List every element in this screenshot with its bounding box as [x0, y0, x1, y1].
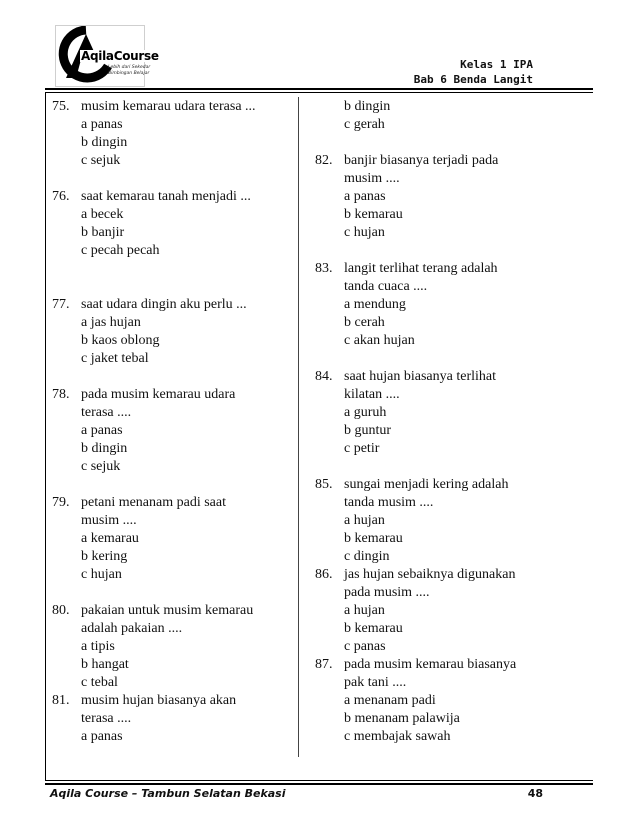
question-80 — [52, 602, 292, 692]
header-rule-thin — [45, 92, 593, 93]
footer-institution: Aqila Course – Tambun Selatan Bekasi — [50, 787, 286, 800]
option-a: a jas hujan — [81, 315, 141, 330]
question-number: 83. — [315, 261, 333, 276]
right-column — [315, 98, 550, 746]
option-c: c hujan — [344, 225, 385, 240]
left-margin-line — [45, 93, 46, 780]
option-a: a kemarau — [81, 531, 139, 546]
option-a: a tipis — [81, 639, 115, 654]
question-stem-line-2: musim .... — [81, 513, 137, 528]
question-number: 82. — [315, 153, 333, 168]
question-stem: musim hujan biasanya akan — [81, 693, 237, 708]
option-c: c gerah — [344, 117, 385, 132]
option-b: b kemarau — [344, 621, 403, 636]
option-a: a panas — [81, 729, 123, 744]
question-stem-line-2: tanda musim .... — [344, 495, 434, 510]
question-stem-line-2: adalah pakaian .... — [81, 621, 183, 636]
question-stem: sungai menjadi kering adalah — [344, 477, 509, 492]
question-77 — [52, 296, 292, 368]
question-81-continued — [315, 98, 550, 134]
question-number: 85. — [315, 477, 333, 492]
question-84 — [315, 368, 550, 458]
question-86 — [315, 566, 550, 656]
option-b: b kering — [81, 549, 128, 564]
class-label: Kelas 1 IPA — [460, 58, 533, 71]
question-stem-line-2: tanda cuaca .... — [344, 279, 428, 294]
option-a: a menanam padi — [344, 693, 436, 708]
aqila-course-logo — [55, 25, 159, 87]
logo-tagline-1: Lebih dari Sekedar — [108, 65, 151, 70]
option-a: a hujan — [344, 513, 385, 528]
option-b: b banjir — [81, 225, 125, 240]
question-stem: saat udara dingin aku perlu ... — [81, 297, 247, 312]
question-stem: saat kemarau tanah menjadi ... — [81, 189, 251, 204]
question-stem: petani menanam padi saat — [81, 495, 226, 510]
question-75 — [52, 98, 292, 170]
question-76 — [52, 188, 292, 260]
question-number: 87. — [315, 657, 333, 672]
question-stem: pada musim kemarau udara — [81, 387, 236, 402]
header-rule-thick — [45, 88, 593, 90]
option-b: b dingin — [344, 99, 391, 114]
option-c: c sejuk — [81, 459, 121, 474]
question-stem: musim kemarau udara terasa ... — [81, 99, 256, 114]
option-c: c pecah pecah — [81, 243, 160, 258]
option-b: b kaos oblong — [81, 333, 160, 348]
option-a: a panas — [81, 423, 123, 438]
question-stem: langit terlihat terang adalah — [344, 261, 498, 276]
question-number: 78. — [52, 387, 70, 402]
option-c: c jaket tebal — [81, 351, 149, 366]
option-b: b menanam palawija — [344, 711, 460, 726]
left-column — [52, 98, 292, 746]
question-78 — [52, 386, 292, 476]
question-stem-line-2: terasa .... — [81, 405, 132, 420]
option-c: c petir — [344, 441, 380, 456]
option-c: c hujan — [81, 567, 122, 582]
question-81 — [52, 692, 292, 746]
question-stem-line-2: pada musim .... — [344, 585, 430, 600]
chapter-label: Bab 6 Benda Langit — [413, 73, 533, 86]
question-number: 81. — [52, 693, 70, 708]
option-a: a panas — [81, 117, 123, 132]
question-stem: pakaian untuk musim kemarau — [81, 603, 254, 618]
header-info — [414, 57, 533, 87]
question-number: 84. — [315, 369, 333, 384]
question-85 — [315, 476, 550, 566]
question-stem: saat hujan biasanya terlihat — [344, 369, 496, 384]
option-a: a hujan — [344, 603, 385, 618]
question-79 — [52, 494, 292, 584]
option-c: c membajak sawah — [344, 729, 451, 744]
question-stem: jas hujan sebaiknya digunakan — [344, 567, 516, 582]
option-b: b dingin — [81, 135, 128, 150]
option-b: b cerah — [344, 315, 385, 330]
question-stem-line-2: musim .... — [344, 171, 400, 186]
footer-rule-thin — [45, 780, 593, 781]
option-b: b hangat — [81, 657, 129, 672]
question-stem: banjir biasanya terjadi pada — [344, 153, 499, 168]
question-number: 80. — [52, 603, 70, 618]
option-a: a guruh — [344, 405, 387, 420]
footer-rule-thick — [45, 783, 593, 785]
option-b: b kemarau — [344, 207, 403, 222]
question-stem-line-2: terasa .... — [81, 711, 132, 726]
column-divider — [298, 97, 299, 757]
option-c: c dingin — [344, 549, 390, 564]
question-number: 76. — [52, 189, 70, 204]
option-b: b guntur — [344, 423, 392, 438]
option-c: c panas — [344, 639, 386, 654]
option-a: a mendung — [344, 297, 406, 312]
logo-brand-text: AqilaCourse — [81, 49, 159, 63]
question-number: 77. — [52, 297, 70, 312]
question-stem: pada musim kemarau biasanya — [344, 657, 517, 672]
option-c: c akan hujan — [344, 333, 415, 348]
page-number: 48 — [527, 787, 543, 800]
option-a: a panas — [344, 189, 386, 204]
question-87 — [315, 656, 550, 746]
option-c: c sejuk — [81, 153, 121, 168]
question-number: 86. — [315, 567, 333, 582]
option-a: a becek — [81, 207, 124, 222]
option-b: b kemarau — [344, 531, 403, 546]
question-stem-line-2: pak tani .... — [344, 675, 407, 690]
question-number: 79. — [52, 495, 70, 510]
question-number: 75. — [52, 99, 70, 114]
question-82 — [315, 152, 550, 242]
question-83 — [315, 260, 550, 350]
option-b: b dingin — [81, 441, 128, 456]
option-c: c tebal — [81, 675, 118, 690]
logo-tagline-2: Bimbingan Belajar — [108, 71, 150, 76]
question-stem-line-2: kilatan .... — [344, 387, 400, 402]
